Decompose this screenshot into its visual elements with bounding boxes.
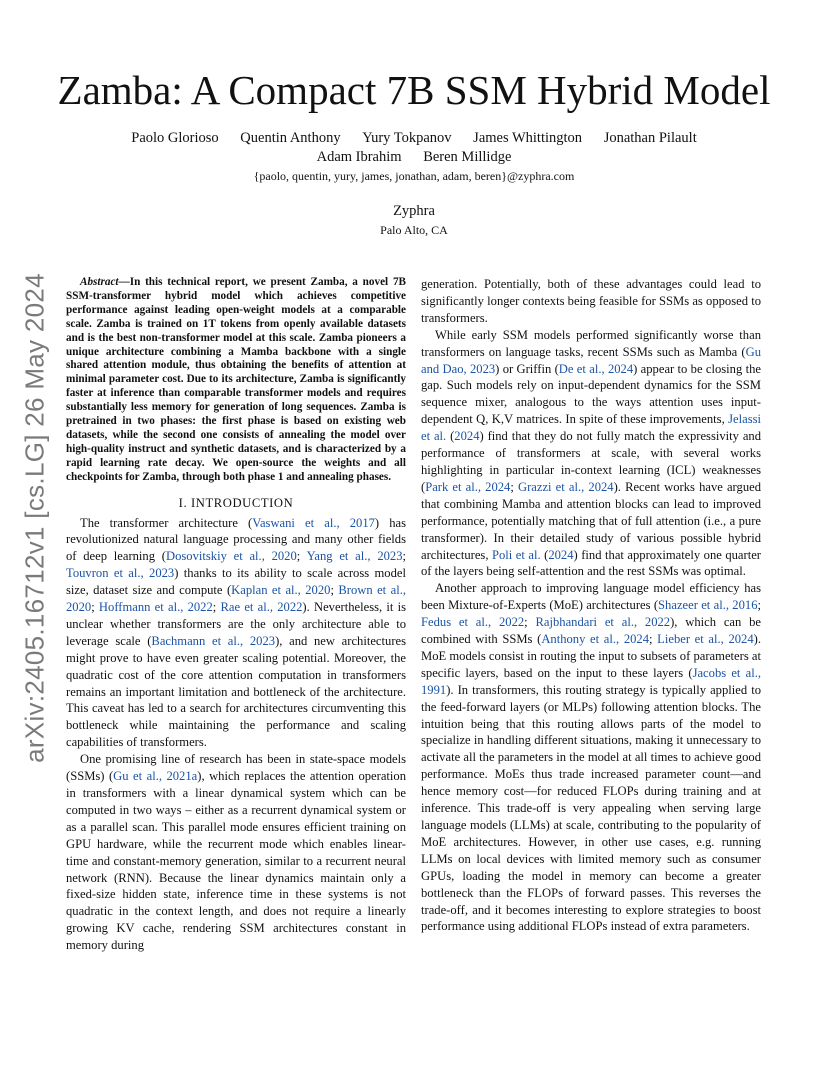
paper-title: Zamba: A Compact 7B SSM Hybrid Model xyxy=(57,67,771,113)
citation-link[interactable]: Dosovitskiy et al., 2020 xyxy=(165,549,297,564)
author-name: James Whittington xyxy=(473,130,583,146)
citation-link[interactable]: Brown et al., 2020 xyxy=(66,583,406,615)
intro-paragraph-2-continued: generation. Potentially, both of these advantages could lead to significantly longer contexts being feasible for SSMs as opposed to transformers. xyxy=(421,277,761,325)
author-name: Yury Tokpanov xyxy=(362,130,452,146)
section-title: NTRODUCTION xyxy=(195,495,294,510)
author-name: Beren Millidge xyxy=(423,149,512,165)
arxiv-stamp: arXiv:2405.16712v1 [cs.LG] 26 May 2024 xyxy=(19,273,50,763)
citation-link[interactable]: Poli et al. xyxy=(491,547,541,562)
author-line-1 xyxy=(0,129,828,148)
left-column xyxy=(66,276,406,954)
author-name: Adam Ibrahim xyxy=(316,149,402,165)
author-emails: {paolo, quentin, yury, james, jonathan, adam, beren}@zyphra.com xyxy=(253,169,575,183)
citation-link[interactable]: Fedus et al., 2022 xyxy=(421,615,525,630)
author-line-2 xyxy=(0,148,828,167)
citation-link[interactable]: Bachmann et al., 2023 xyxy=(151,633,276,648)
abstract xyxy=(66,276,406,485)
author-name: Quentin Anthony xyxy=(240,130,341,146)
citation-link[interactable]: Grazzi et al., 2024 xyxy=(517,479,614,494)
citation-link[interactable]: Vaswani et al., 2017 xyxy=(252,515,375,530)
citation-link[interactable]: Anthony et al., 2024 xyxy=(541,632,650,647)
abstract-label: Abstract xyxy=(80,276,119,288)
intro-paragraph-1: The transformer architecture (Vaswani et al., 2017) has revolutionized natural language processing and many other fields of deep learning (Dosovitskiy et al., 2020; Yang et al., 2023; Touvron et al., 2023) thanks to its ability to scale across model size, dataset size and compute (Kaplan et al., 2020; Brown et al., 2020; Hoffmann et al., 2022; Rae et al., 2022). Nevertheless, it is unclear whether transformers are the only architecture able to leverage scale (Bachmann et al., 2023), and new architectures might prove to have even greater scaling potential. Moreover, the quadratic cost of the core attention computation in transformers remains an important limitation and bottleneck of the architecture. This caveat has led to a search for architectures circumventing this bottleneck while maintaining the performance and scaling capabilities of transformers. xyxy=(66,515,407,750)
citation-link[interactable]: Gu and Dao, 2023 xyxy=(421,344,761,376)
citation-link[interactable]: Touvron et al., 2023 xyxy=(66,566,175,581)
section-number: I. xyxy=(178,495,191,510)
abstract-text: —In this technical report, we present Zamba, a novel 7B SSM-transformer hybrid model which achieves competitive performance against leading open-weight models at a comparable scale. Zamba is trained on 1T tokens from openly available datasets and is the best non-transformer model at this scale. Zamba pioneers a unique architecture combining a Mamba backbone with a single shared attention module, thus obtaining the benefits of attention at minimal parameter cost. Due to its architecture, Zamba is significantly faster at inference than comparable transformer models and requires substantially less memory for generation of long sequences. Zamba is pretrained in two phases: the first phase is based on existing web datasets, while the second one consists of annealing the model over high-quality instruct and synthetic datasets, and is characterized by a rapid learning rate decay. We open-source the weights and all checkpoints for Zamba, through both phase 1 and annealing phases. xyxy=(66,276,406,483)
citation-link[interactable]: Park et al., 2024 xyxy=(425,479,511,494)
citation-link[interactable]: Kaplan et al., 2020 xyxy=(231,583,331,598)
citation-link[interactable]: Yang et al., 2023 xyxy=(306,549,403,564)
intro-paragraph-3: While early SSM models performed significantly worse than transformers on language tasks, recent SSMs such as Mamba (Gu and Dao, 2023) or Griffin (De et al., 2024) appear to be closing the gap. Such models rely on input-dependent dynamics for the SSM sequence mixer, analogous to the ways attention uses input-dependent Q, K,V matrices. In spite of these improvements, Jelassi et al. (2024) find that they do not fully match the expressivity and performance of transformers at scale, with several works highlighting in particular in-context learning (ICL) weaknesses (Park et al., 2024; Grazzi et al., 2024). Recent works have argued that combining Mamba and attention blocks can lead to improved performance, potentially matching that of full attention (i.e., a pure transformer). In their detailed study of various possible hybrid architectures, Poli et al. (2024) find that approximately one quarter of the layers being self-attention and the rest SSMs was optimal. xyxy=(421,327,762,579)
author-name: Paolo Glorioso xyxy=(131,130,219,146)
intro-paragraph-4: Another approach to improving language model efficiency has been Mixture-of-Experts (MoE) architectures (Shazeer et al., 2016; Fedus et al., 2022; Rajbhandari et al., 2022), which can be combined with SSMs (Anthony et al., 2024; Lieber et al., 2024). MoE models consist in routing the input to subsets of parameters at specific layers, based on the input to these layers (Jacobs et al., 1991). In transformers, this routing strategy is typically applied to the feed-forward layers (or MLPs) following attention blocks. The intuition being that this routing allows parts of the model to specialize in handling different situations, making it unnecessary to activate all the parameters in the model at all times to achieve good performance. MoEs thus trade increased parameter count—and hence memory cost—for reduced FLOPs during training and at inference. This trade-off is very appealing when serving large language models (LLMs) at scale, contributing to the popularity of MoE architectures. However, in other use cases, e.g. running LLMs on local devices with limited memory such as consumer GPUs, loading the model in memory can become a greater bottleneck than the FLOPs of forward passes. This reverses the trade-off, and it becomes interesting to explore strategies to boost performance using additional FLOPs instead of extra parameters. xyxy=(421,581,762,934)
citation-link[interactable]: De et al., 2024 xyxy=(558,361,634,376)
intro-paragraph-2: One promising line of research has been in state-space models (SSMs) (Gu et al., 2021a), which replaces the attention operation in transformers with a linear dynamical system which can be computed in two ways – either as a recurrent dynamical system or as a parallel scan. This parallel mode ensures efficient training on GPU hardware, while the recurrent mode which enables linear-time and constant-memory generation, similar to a recurrent neural network (RNN). Because the linear dynamics maintain only a fixed-size hidden state, inference time in these systems is not quadratic in the context length, and does not require a linearly growing KV cache, rendering SSM architectures constant in memory during xyxy=(66,752,407,953)
section-heading xyxy=(66,495,406,512)
citation-link[interactable]: Lieber et al., 2024 xyxy=(657,632,754,647)
citation-link[interactable]: Jacobs et al., 1991 xyxy=(421,665,761,697)
citation-link[interactable]: Gu et al., 2021a xyxy=(113,769,198,784)
author-name: Jonathan Pilault xyxy=(603,130,697,146)
citation-link[interactable]: Hoffmann et al., 2022 xyxy=(98,600,213,615)
citation-link[interactable]: Rajbhandari et al., 2022 xyxy=(535,615,671,630)
citation-year-link[interactable]: 2024 xyxy=(548,547,574,562)
location: Palo Alto, CA xyxy=(380,223,448,237)
citation-link[interactable]: Rae et al., 2022 xyxy=(220,600,303,615)
affiliation: Zyphra xyxy=(393,203,435,219)
section-initial: I xyxy=(190,495,196,510)
citation-year-link[interactable]: 2024 xyxy=(454,429,480,444)
author-list xyxy=(0,129,828,167)
citation-link[interactable]: Shazeer et al., 2016 xyxy=(658,598,758,613)
right-column xyxy=(421,276,761,935)
citation-link[interactable]: Jelassi et al. xyxy=(421,412,761,444)
